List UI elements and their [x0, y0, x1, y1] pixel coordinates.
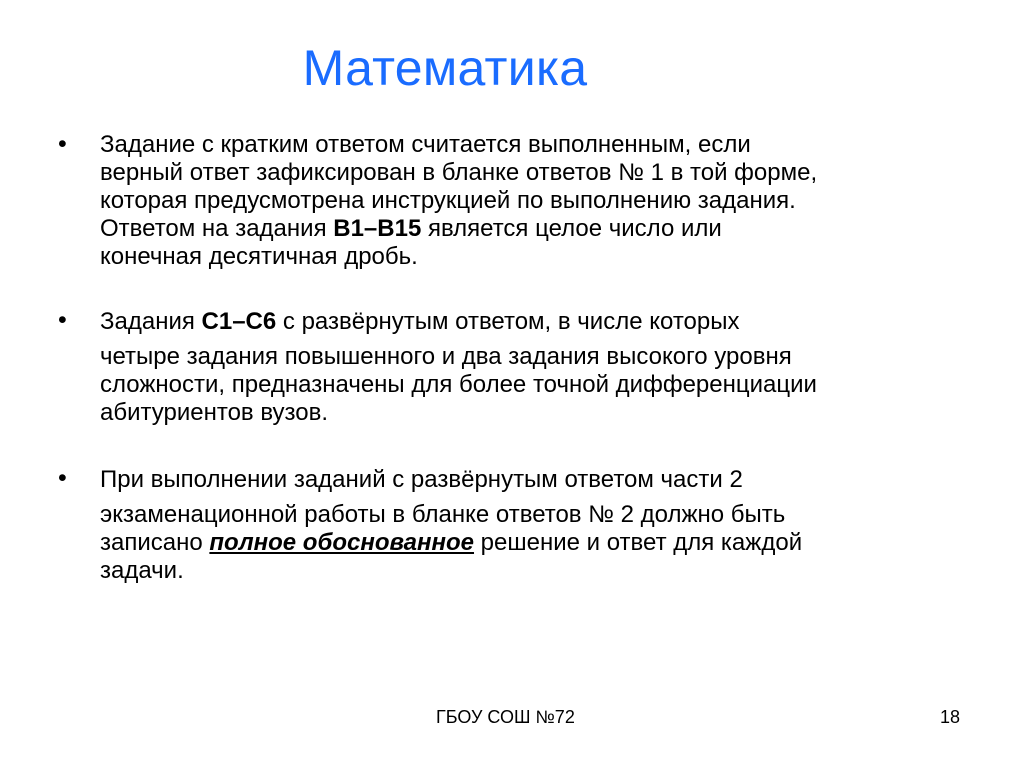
bullet-3-line-1: При выполнении заданий с развёрнутым ответом части 2: [100, 466, 743, 493]
bullet-2-line-1-rest: с развёрнутым ответом, в числе которых: [276, 308, 740, 335]
bullet-marker-2: •: [58, 306, 67, 334]
bullet-1-line-4-rest: является целое число или: [421, 215, 722, 242]
bullet-1-line-1: Задание с кратким ответом считается выполненным, если: [100, 131, 751, 158]
bullet-3-line-2: экзаменационной работы в бланке ответов № 2 должно быть: [100, 501, 786, 528]
bullet-3-line-3-rest: решение и ответ для каждой: [474, 529, 803, 556]
bullet-text-2: [100, 308, 1000, 336]
bullet-1-line-5: конечная десятичная дробь.: [100, 243, 418, 270]
task-range-b: B1–B15: [333, 215, 422, 242]
emphasis-full-justified: полное обоснованное: [209, 529, 475, 556]
bullet-2-line-4: абитуриентов вузов.: [100, 399, 329, 426]
bullet-text-3: [100, 466, 1000, 494]
bullet-marker-3: •: [58, 464, 67, 492]
bullet-1-line-4-text: Ответом на задания: [100, 215, 334, 242]
bullet-3-line-4: задачи.: [100, 557, 184, 584]
bullet-3-line-3: [100, 529, 1000, 557]
bullet-1-line-2: верный ответ зафиксирован в бланке ответов № 1 в той форме,: [100, 159, 818, 186]
bullet-2-line-3: сложности, предназначены для более точной дифференциации: [100, 371, 817, 398]
bullet-text-1: [100, 131, 1000, 271]
bullet-text-3-continued: [100, 501, 1000, 585]
bullet-1-line-3: которая предусмотрена инструкцией по выполнению задания.: [100, 187, 796, 214]
bullet-text-2-continued: [100, 343, 1000, 427]
page-number: 18: [940, 707, 961, 727]
bullet-2-line-1: [100, 308, 1000, 336]
bullet-3-line-3-text: записано: [100, 529, 210, 556]
slide-title: Математика: [302, 40, 588, 96]
bullet-1-line-4: [100, 215, 1000, 243]
task-range-c: C1–C6: [201, 308, 277, 335]
footer-school: ГБОУ СОШ №72: [436, 707, 575, 727]
bullet-2-line-1-text: Задания: [100, 308, 202, 335]
bullet-marker-1: •: [58, 130, 67, 158]
bullet-2-line-2: четыре задания повышенного и два задания высокого уровня: [100, 343, 792, 370]
